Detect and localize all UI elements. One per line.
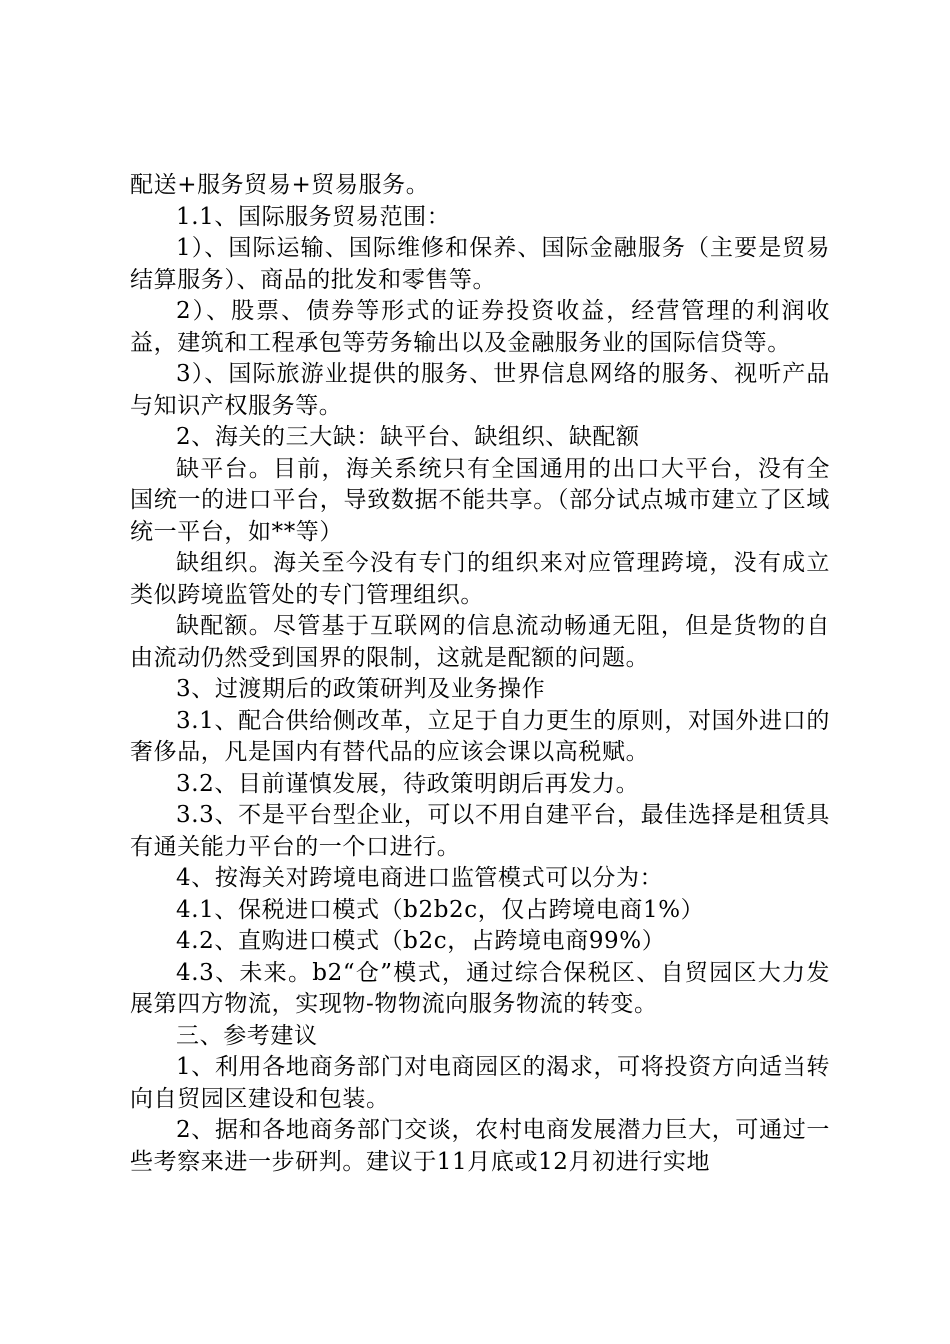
paragraph-3-3: 3.3、不是平台型企业，可以不用自建平台，最佳选择是租赁具有通关能力平台的一个口进行。 [130,802,830,860]
paragraph-lack-organization: 缺组织。海关至今没有专门的组织来对应管理跨境，没有成立类似跨境监管处的专门管理组织。 [130,550,830,608]
paragraph-1-1-item-1: 1）、国际运输、国际维修和保养、国际金融服务（主要是贸易结算服务）、商品的批发和零售等。 [130,235,830,293]
heading-section-3: 三、参考建议 [176,1022,318,1049]
paragraph-3-1: 3.1、配合供给侧改革，立足于自力更生的原则，对国外进口的奢侈品，凡是国内有替代品的应该会课以高税赋。 [130,707,830,765]
paragraph-continuation: 配送+服务贸易+贸易服务。 [130,172,430,198]
paragraph-1-1-item-2: 2）、股票、债券等形式的证券投资收益，经营管理的利润收益，建筑和工程承包等劳务输出以及金融服务业的国际信贷等。 [130,298,830,356]
paragraph-suggestion-2: 2、据和各地商务部门交谈，农村电商发展潜力巨大，可通过一些考察来进一步研判。建议于11月底或12月初进行实地 [130,1117,830,1175]
paragraph-lack-platform: 缺平台。目前，海关系统只有全国通用的出口大平台，没有全国统一的进口平台，导致数据不能共享。（部分试点城市建立了区域统一平台，如**等） [130,455,830,545]
heading-1-1: 1.1、国际服务贸易范围： [176,203,451,230]
document-body [130,170,830,1178]
paragraph-lack-quota: 缺配额。尽管基于互联网的信息流动畅通无阻，但是货物的自由流动仍然受到国界的限制，这就是配额的问题。 [130,613,830,671]
heading-4: 4、按海关对跨境电商进口监管模式可以分为： [176,865,664,891]
paragraph-suggestion-1: 1、利用各地商务部门对电商园区的渴求，可将投资方向适当转向自贸园区建设和包装。 [130,1054,830,1112]
paragraph-4-2: 4.2、直购进口模式（b2c，占跨境电商99%） [176,928,666,954]
paragraph-1-1-item-3: 3）、国际旅游业提供的服务、世界信息网络的服务、视听产品与知识产权服务等。 [130,361,830,419]
paragraph-4-1: 4.1、保税进口模式（b2b2c，仅占跨境电商1%） [176,896,705,923]
paragraph-3-2: 3.2、目前谨慎发展，待政策明朗后再发力。 [176,770,640,797]
heading-2: 2、海关的三大缺：缺平台、缺组织、缺配额 [176,424,640,450]
heading-3: 3、过渡期后的政策研判及业务操作 [176,676,546,702]
paragraph-4-3: 4.3、未来。b2“仓”模式，通过综合保税区、自贸园区大力发展第四方物流，实现物-物物流向服务物流的转变。 [130,959,830,1017]
